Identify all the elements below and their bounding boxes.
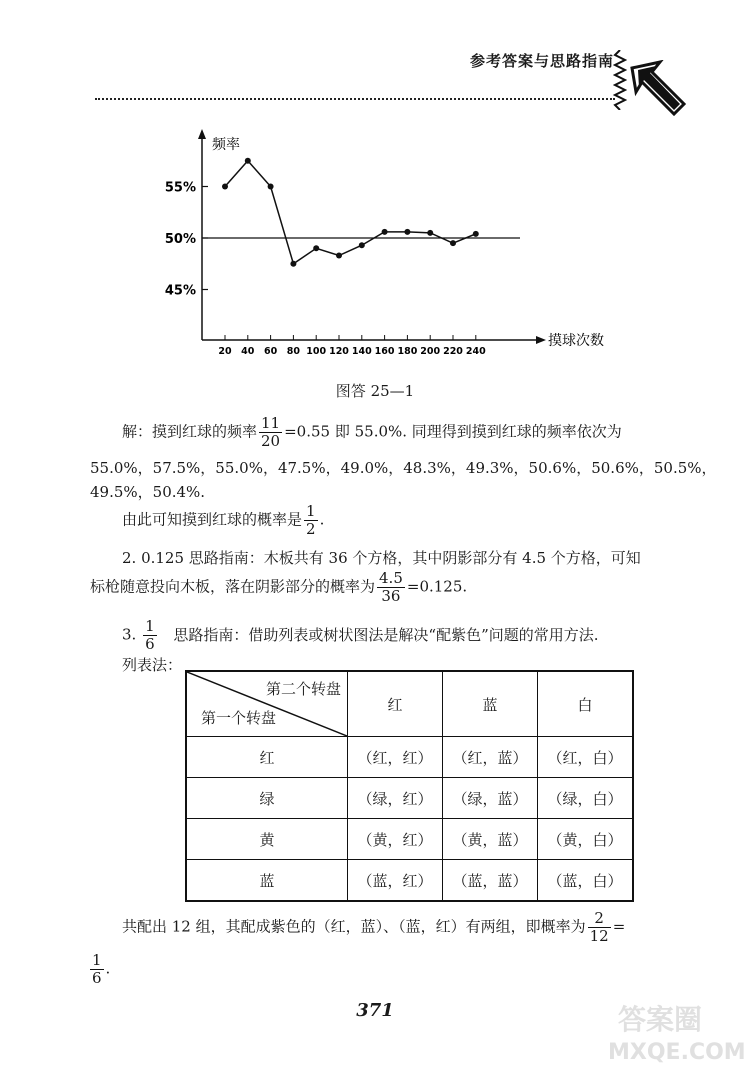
data-point xyxy=(404,229,410,235)
table-cell: （蓝，白） xyxy=(538,860,634,902)
answer-2-text: 标枪随意投向木板，落在阴影部分的概率为 xyxy=(90,577,376,596)
table-cell: （红，红） xyxy=(348,737,443,778)
y-tick-label: 45% xyxy=(164,283,196,299)
fraction-1-6-result xyxy=(90,952,104,987)
header-dotted-rule xyxy=(95,98,615,100)
table-header-row xyxy=(186,671,633,737)
fraction-denominator: 6 xyxy=(145,635,155,653)
x-tick-label: 180 xyxy=(397,346,418,357)
x-tick-label: 20 xyxy=(218,346,232,357)
x-tick-label: 100 xyxy=(306,346,327,357)
data-point xyxy=(382,229,388,235)
x-tick-label: 80 xyxy=(286,346,301,357)
x-tick-label: 120 xyxy=(329,346,349,357)
fraction-1-2 xyxy=(304,503,318,538)
zigzag-decoration xyxy=(613,50,627,110)
solution-text: 解：摸到红球的频率 xyxy=(122,422,258,441)
fraction-11-20 xyxy=(259,415,282,450)
period: . xyxy=(105,959,111,978)
table-cell: （黄，蓝） xyxy=(443,819,538,860)
data-point xyxy=(290,261,296,267)
table-cell: （黄，白） xyxy=(538,819,634,860)
row-header: 绿 xyxy=(186,778,348,819)
fraction-numerator: 2 xyxy=(588,910,611,928)
summary-text: 共配出 12 组，其配成紫色的（红，蓝）、（蓝，红）有两组，即概率为 xyxy=(122,917,586,936)
x-tick-label: 200 xyxy=(420,346,441,357)
fraction-denominator: 12 xyxy=(589,927,609,945)
data-point xyxy=(450,240,456,246)
diagonal-header-cell xyxy=(186,671,348,737)
conclusion-text: 由此可知摸到红球的概率是 xyxy=(122,510,303,529)
header-second-spinner: 第二个转盘 xyxy=(265,680,341,698)
data-point xyxy=(427,230,433,236)
arrow-icon xyxy=(630,60,686,116)
fraction-denominator: 2 xyxy=(306,520,316,538)
answer-2-result: =0.125. xyxy=(406,577,468,596)
answer-2-line-2 xyxy=(90,570,467,605)
fraction-denominator: 20 xyxy=(261,432,281,450)
answer-2-line-1: 2. 0.125 思路指南：木板共有 36 个方格，其中阴影部分有 4.5 个方格，可知 xyxy=(122,549,641,567)
column-header: 蓝 xyxy=(443,671,538,737)
table-row xyxy=(186,860,633,902)
table-cell: （红，蓝） xyxy=(443,737,538,778)
summary-line xyxy=(122,910,625,945)
row-header: 黄 xyxy=(186,819,348,860)
list-method-label: 列表法： xyxy=(122,656,183,674)
table-row xyxy=(186,737,633,778)
x-tick-label: 40 xyxy=(241,346,255,357)
row-header: 蓝 xyxy=(186,860,348,902)
table-row xyxy=(186,819,633,860)
watermark-logo: 答案圈 xyxy=(618,1003,703,1036)
column-header: 白 xyxy=(538,671,634,737)
solution-line-1 xyxy=(122,415,622,450)
data-point xyxy=(336,253,342,259)
answer-3-text: 思路指南：借助列表或树状图法是解决“配紫色”问题的常用方法. xyxy=(173,625,599,644)
running-header-title: 参考答案与思路指南 xyxy=(470,52,615,70)
table-row xyxy=(186,778,633,819)
y-axis-label: 频率 xyxy=(212,137,240,153)
table-cell: （蓝，红） xyxy=(348,860,443,902)
fraction-denominator: 36 xyxy=(381,587,401,605)
fraction-numerator: 1 xyxy=(145,617,155,635)
x-axis-arrow xyxy=(536,336,546,344)
frequency-list-line-3: 49.5%，50.4%. xyxy=(90,483,206,501)
data-point xyxy=(268,184,274,190)
answer-3-line xyxy=(122,618,599,653)
period: . xyxy=(319,510,325,529)
answer-number: 3. xyxy=(122,625,137,644)
probability-conclusion xyxy=(122,503,324,538)
x-tick-label: 220 xyxy=(443,346,463,357)
row-header: 红 xyxy=(186,737,348,778)
data-point xyxy=(222,184,228,190)
data-point xyxy=(245,158,251,164)
figure-caption: 图答 25—1 xyxy=(335,382,415,400)
equals-sign: = xyxy=(612,917,626,936)
table-cell: （绿，红） xyxy=(348,778,443,819)
fraction-numerator: 1 xyxy=(92,951,102,969)
data-point xyxy=(359,242,365,248)
x-tick-label: 60 xyxy=(263,346,278,357)
x-tick-label: 140 xyxy=(351,346,372,357)
frequency-line-chart xyxy=(160,125,630,365)
y-axis-arrow xyxy=(198,129,206,139)
series-line xyxy=(225,161,476,264)
header-first-spinner: 第一个转盘 xyxy=(201,709,277,727)
watermark-url: MXQE.COM xyxy=(608,1040,746,1065)
fraction-4.5-36 xyxy=(377,570,405,605)
table-cell: （绿，蓝） xyxy=(443,778,538,819)
fraction-1-6 xyxy=(143,618,157,653)
combination-table xyxy=(185,670,634,902)
data-point xyxy=(473,231,479,237)
fraction-numerator: 1 xyxy=(306,502,316,520)
x-axis-label: 摸球次数 xyxy=(548,333,604,349)
table-cell: （蓝，蓝） xyxy=(443,860,538,902)
page-number: 371 xyxy=(356,1000,394,1021)
fraction-numerator: 11 xyxy=(261,414,281,432)
fraction-denominator: 6 xyxy=(92,969,102,987)
table-cell: （黄，红） xyxy=(348,819,443,860)
fraction-numerator: 4.5 xyxy=(379,569,403,587)
x-tick-label: 240 xyxy=(465,346,486,357)
table-cell: （红，白） xyxy=(538,737,634,778)
table-cell: （绿，白） xyxy=(538,778,634,819)
frequency-list-line-2: 55.0%，57.5%，55.0%，47.5%，49.0%，48.3%，49.3%，50.6%，50.6%，50.5%， xyxy=(90,459,717,477)
column-header: 红 xyxy=(348,671,443,737)
data-point xyxy=(313,245,319,251)
summary-result xyxy=(88,952,110,987)
y-tick-label: 55% xyxy=(164,180,196,196)
y-tick-label: 50% xyxy=(164,232,196,247)
solution-text-cont: =0.55 即 55.0%. 同理得到摸到红球的频率依次为 xyxy=(284,422,622,441)
fraction-2-12 xyxy=(588,910,611,945)
x-tick-label: 160 xyxy=(374,346,395,357)
